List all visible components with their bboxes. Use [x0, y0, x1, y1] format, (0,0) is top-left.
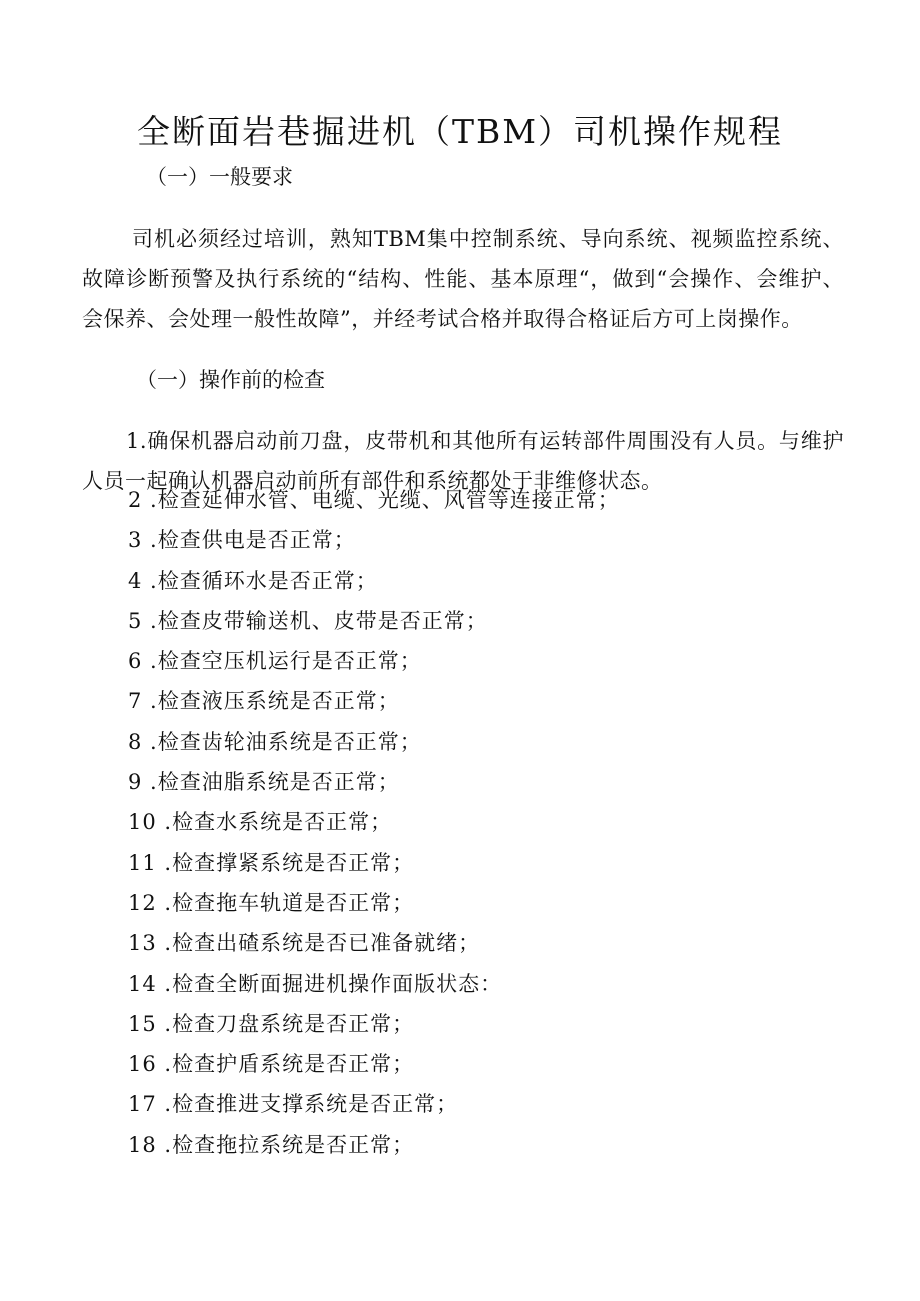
checklist-item: 12 .检查拖车轨道是否正常；: [128, 890, 415, 915]
pre-operation-checklist: [128, 480, 620, 1165]
checklist-item: 16 .检查护盾系统是否正常；: [128, 1052, 415, 1077]
checklist-item: 17 .检查推进支撑系统是否正常；: [128, 1092, 459, 1117]
checklist-item: 3 .检查供电是否正常；: [128, 528, 356, 553]
checklist-item: 9 .检查油脂系统是否正常；: [128, 770, 400, 795]
checklist-item: 14 .检查全断面掘进机操作面版状态：: [128, 971, 503, 996]
checklist-item: 5 .检查皮带输送机、皮带是否正常；: [128, 608, 488, 633]
checklist-item: 8 .检查齿轮油系统是否正常；: [128, 729, 422, 754]
checklist-item: 11 .检查撑紧系统是否正常；: [128, 850, 415, 875]
checklist-item: 2 .检查延伸水管、电缆、光缆、风管等连接正常；: [128, 488, 620, 512]
pre-operation-item-1: 1.确保机器启动前刀盘，皮带机和其他所有运转部件周围没有人员。与维护人员一起确认机器启动前所有部件和系统都处于非维修状态。: [82, 429, 844, 493]
checklist-item: 7 .检查液压系统是否正常；: [128, 689, 400, 714]
checklist-item: 10 .检查水系统是否正常；: [128, 810, 393, 835]
checklist-item: 15 .检查刀盘系统是否正常；: [128, 1011, 415, 1036]
document-title: 全断面岩巷掘进机（TBM）司机操作规程: [136, 112, 784, 151]
section-heading-pre-operation-checks: （一）操作前的检查: [136, 368, 325, 392]
general-requirements-paragraph: 司机必须经过培训，熟知TBM集中控制系统、导向系统、视频监控系统、故障诊断预警及执行系统的“结构、性能、基本原理“，做到“会操作、会维护、会保养、会处理一般性故障”，并经考试合格并取得合格证后方可上岗操作。: [82, 227, 844, 331]
checklist-item: 13 .检查出碴系统是否已准备就绪；: [128, 931, 481, 956]
checklist-item: 6 .检查空压机运行是否正常；: [128, 649, 422, 674]
section-heading-general-requirements: （一）一般要求: [146, 165, 293, 189]
checklist-item: 4 .检查循环水是否正常；: [128, 568, 378, 593]
checklist-item: 18 .检查拖拉系统是否正常；: [128, 1132, 415, 1157]
